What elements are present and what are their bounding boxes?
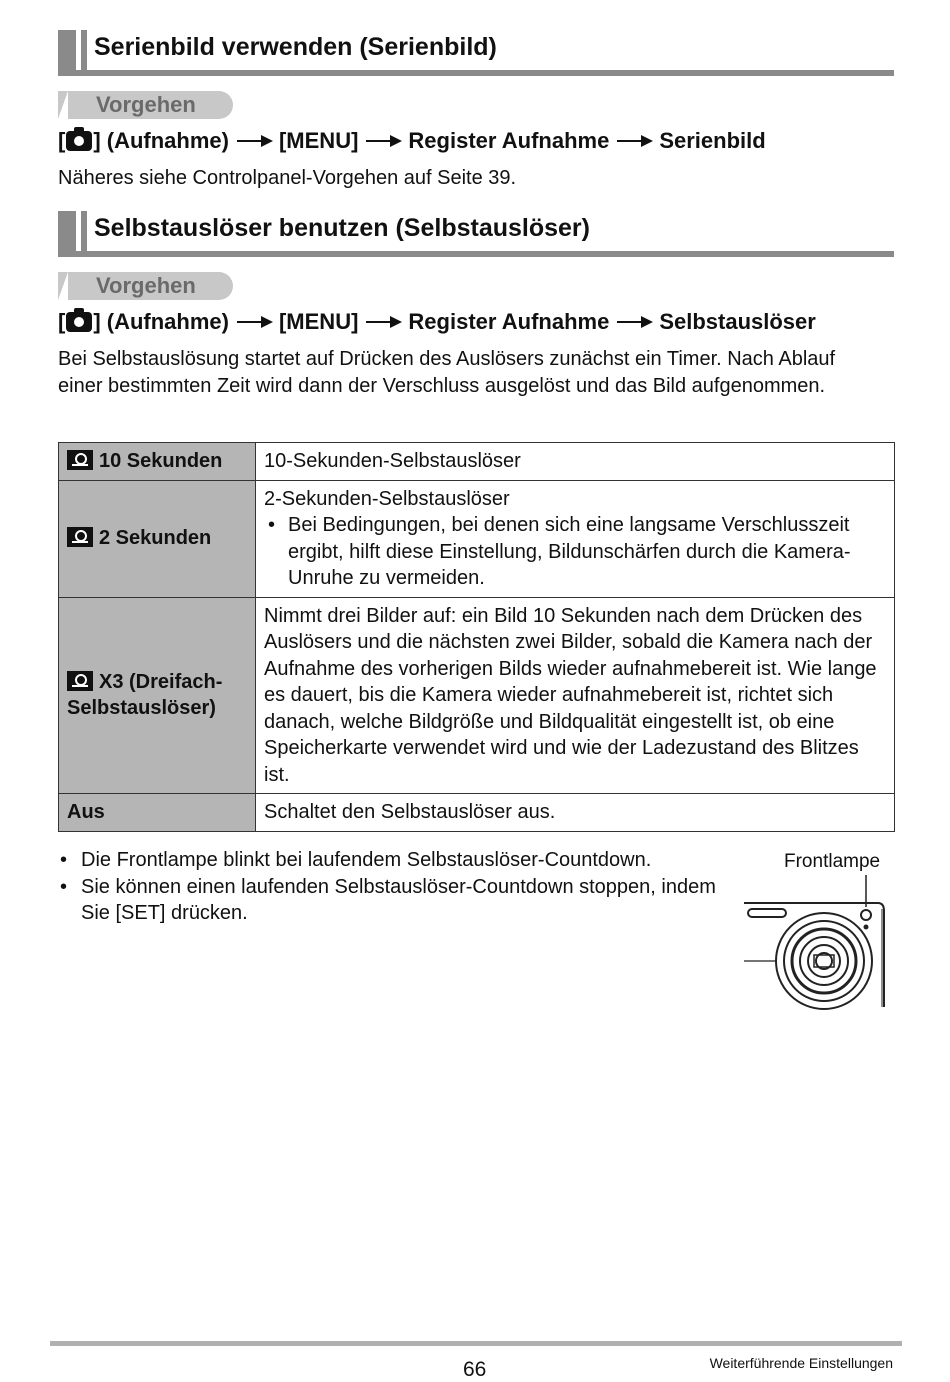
notes-list (58, 847, 738, 927)
path-record-mode: ] (Aufnahme) (93, 128, 229, 153)
section-title: Selbstauslöser benutzen (Selbstauslöser) (94, 214, 590, 242)
path-bracket: [ (58, 128, 66, 153)
option-key (59, 597, 256, 794)
section-text: Bei Selbstauslösung startet auf Drücken des Auslösers zunächst ein Timer. Nach Ablauf einer bestimmten Zeit wird dann der Verschluss ausgelöst und das Bild aufgenommen. (58, 348, 836, 397)
bullet-symbol: • (268, 514, 276, 536)
option-name: 10 Sekunden (99, 450, 223, 472)
arrow-right-icon (617, 321, 651, 323)
path-menu: [MENU] (278, 128, 359, 153)
footer-section-name: Weiterführende Einstellungen (709, 1355, 893, 1371)
option-name: X3 (Dreifach- (99, 670, 223, 693)
self-timer-options-table (58, 442, 895, 832)
list-item (58, 874, 738, 927)
option-name: 2 Sekunden (99, 527, 212, 550)
table-row (59, 480, 895, 597)
path-setting: Serienbild (659, 128, 766, 153)
self-timer-2s-icon (67, 527, 93, 547)
arrow-right-icon (617, 140, 651, 142)
option-key (59, 443, 256, 481)
self-timer-10s-icon (67, 450, 93, 470)
arrow-right-icon (366, 140, 400, 142)
heading-marker (58, 211, 76, 251)
path-record-mode: ] (Aufnahme) (93, 309, 229, 334)
option-key: Aus (59, 794, 256, 832)
arrow-right-icon (237, 321, 271, 323)
list-item (58, 847, 738, 874)
option-key (59, 480, 256, 597)
page-number: 66 (463, 1358, 487, 1381)
note-text: Die Frontlampe blinkt bei laufendem Selbstauslöser-Countdown. (81, 849, 652, 871)
self-timer-x3-icon (67, 671, 93, 691)
option-name-continued: Selbstauslöser) (67, 697, 216, 720)
camera-icon (66, 312, 92, 332)
path-setting: Selbstauslöser (659, 309, 816, 334)
option-description: 10-Sekunden-Selbstauslöser (256, 443, 895, 481)
arrow-right-icon (237, 140, 271, 142)
note-text: Sie können einen laufenden Selbstauslöser-Countdown stoppen, indem Sie [SET] drücken. (81, 875, 716, 924)
option-description (256, 480, 895, 597)
bullet-text: Bei Bedingungen, bei denen sich eine langsame Verschlusszeit ergibt, hilft diese Einstellung, Bildunschärfen durch die Kamera-Unruhe zu vermeiden. (288, 514, 851, 589)
heading-marker (58, 30, 76, 70)
table-row (59, 443, 895, 481)
arrow-right-icon (366, 321, 400, 323)
footer-divider (50, 1341, 902, 1346)
procedure-tag (58, 91, 233, 119)
menu-path (58, 309, 816, 335)
section-title: Serienbild verwenden (Serienbild) (94, 33, 497, 61)
option-description: Nimmt drei Bilder auf: ein Bild 10 Sekunden nach dem Drücken des Auslösers und die nächsten zwei Bilder, sobald die Kamera nach der Aufnahme des vorherigen Bilds wieder aufnahmebereit ist. Wie lange es dauert, bis die Kamera wieder aufnahmebereit ist, richtet sich danach, welche Bildgröße und Bildqualität eingestellt ist, ob eine Speicherkarte verwendet wird und wie der Ladezustand des Blitzes ist. (256, 597, 895, 794)
path-register: Register Aufnahme (408, 128, 610, 153)
table-row (59, 597, 895, 794)
option-description: Schaltet den Selbstauslöser aus. (256, 794, 895, 832)
heading-marker (81, 211, 87, 251)
procedure-tag (58, 272, 233, 300)
option-description-text: 2-Sekunden-Selbstauslöser (264, 487, 510, 510)
section-heading-selbstausloeser (58, 211, 894, 257)
procedure-label: Vorgehen (96, 92, 196, 117)
section-text: Näheres siehe Controlpanel-Vorgehen auf Seite 39. (58, 167, 517, 189)
bullet-symbol: • (60, 875, 68, 898)
camera-icon (66, 131, 92, 151)
path-bracket: [ (58, 309, 66, 334)
list-item (264, 512, 886, 592)
heading-marker (81, 30, 87, 70)
illustration-label: Frontlampe (784, 851, 881, 872)
section-heading-serienbild (58, 30, 894, 76)
procedure-label: Vorgehen (96, 273, 196, 298)
table-row (59, 794, 895, 832)
camera-front-illustration (740, 875, 900, 1015)
path-register: Register Aufnahme (408, 309, 610, 334)
path-menu: [MENU] (278, 309, 359, 334)
bullet-symbol: • (60, 849, 68, 871)
menu-path (58, 128, 766, 154)
